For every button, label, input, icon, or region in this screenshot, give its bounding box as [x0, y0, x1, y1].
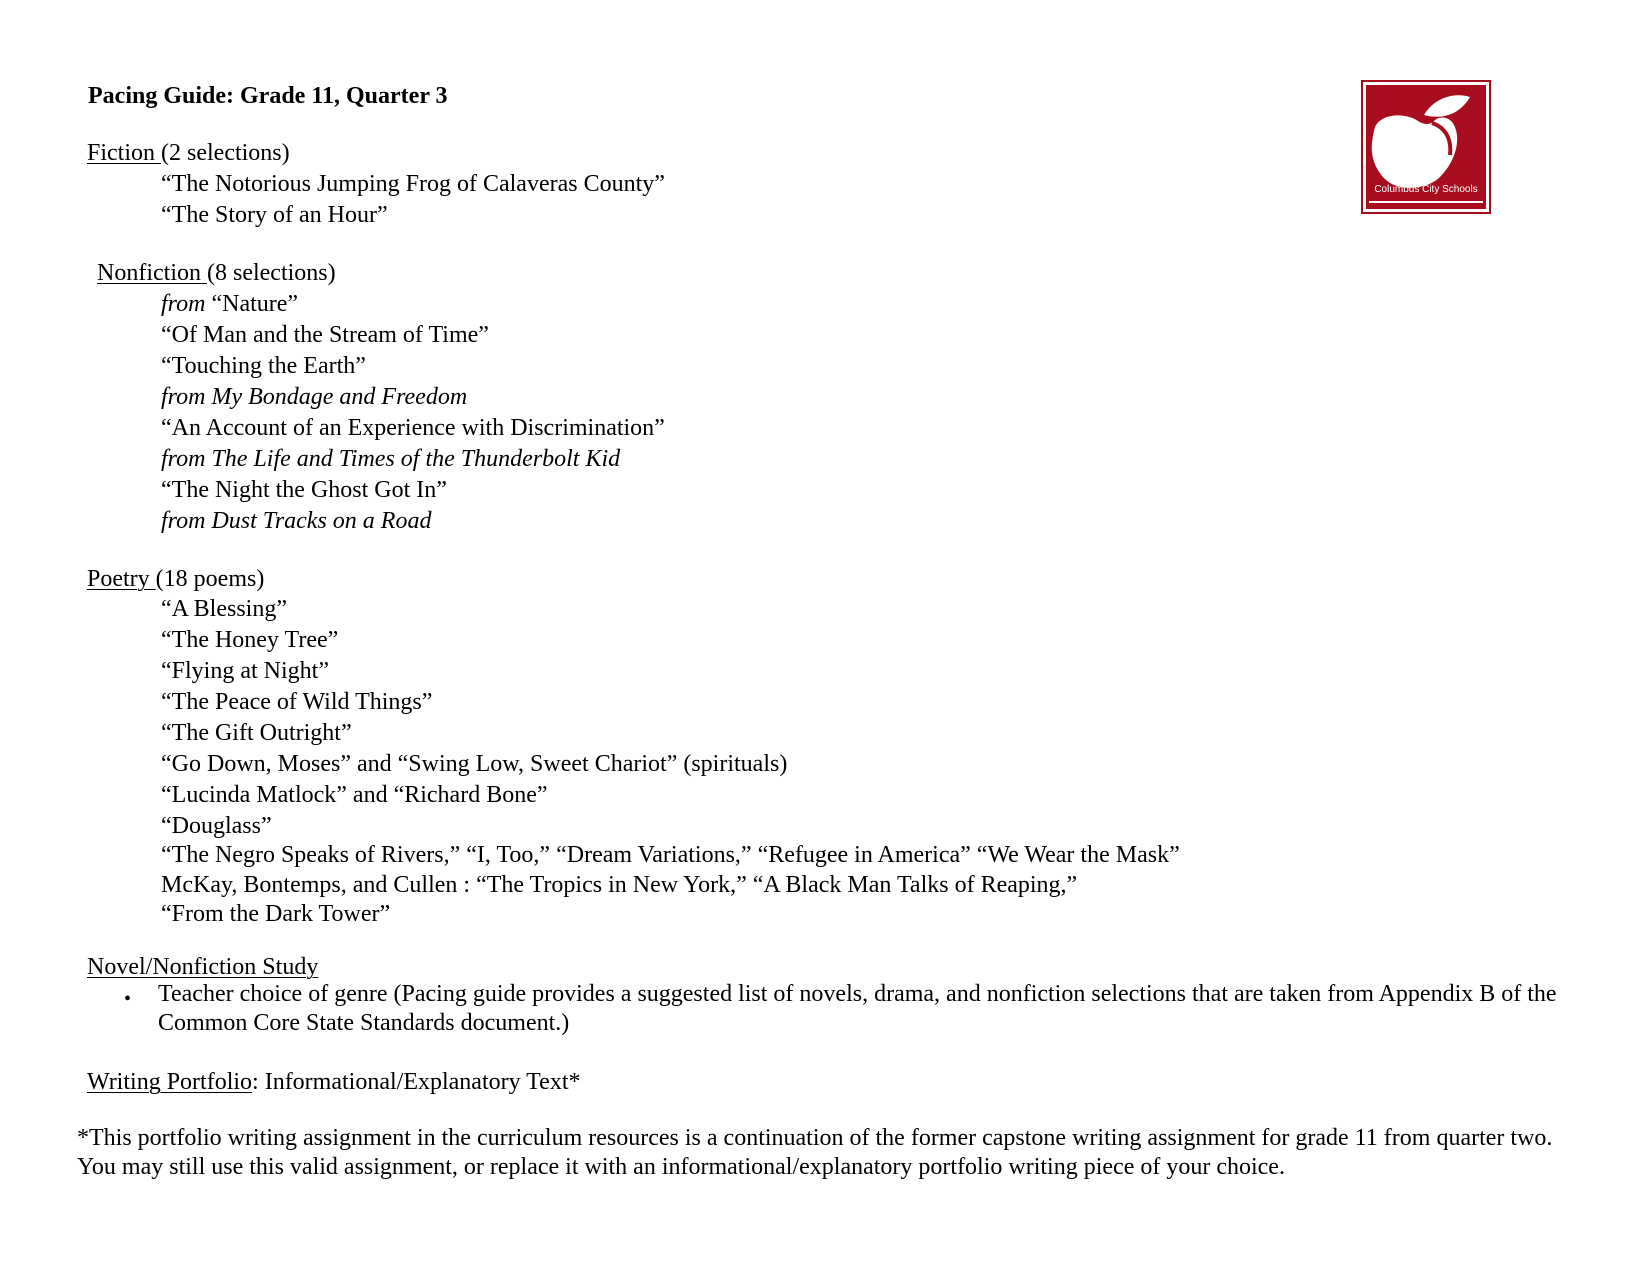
fiction-heading: Fiction	[87, 140, 162, 166]
nonfiction-item: “Of Man and the Stream of Time”	[161, 322, 489, 348]
page-title: Pacing Guide: Grade 11, Quarter 3	[88, 83, 448, 109]
poetry-item: “Flying at Night”	[161, 658, 329, 684]
poetry-item: “A Blessing”	[161, 596, 287, 622]
poetry-item: “Douglass”	[161, 813, 272, 839]
poetry-heading: Poetry	[87, 566, 156, 592]
writing-portfolio-heading: Writing Portfolio	[87, 1069, 253, 1095]
nonfiction-item: “An Account of an Experience with Discrimination”	[161, 415, 665, 441]
nonfiction-section-heading	[97, 261, 336, 285]
logo-underline	[1369, 201, 1483, 203]
nonfiction-item: from “Nature”	[161, 291, 299, 317]
footnote: *This portfolio writing assignment in the curriculum resources is a continuation of the former capstone writing assignment for grade 11 from quarter two. You may still use this valid assignment, or replace it with an informational/explanatory portfolio writing piece of your choice.	[77, 1125, 1553, 1180]
novel-study-heading: Novel/Nonfiction Study	[87, 954, 319, 980]
poetry-item: “From the Dark Tower”	[161, 901, 391, 927]
fiction-count: (2 selections)	[161, 140, 290, 166]
writing-portfolio-line	[87, 1070, 580, 1094]
nonfiction-item: from The Life and Times of the Thunderbolt Kid	[161, 446, 621, 472]
bullet-icon: •	[124, 988, 132, 1010]
poetry-item: “The Peace of Wild Things”	[161, 689, 433, 715]
nonfiction-count: (8 selections)	[206, 260, 336, 286]
nonfiction-item: “The Night the Ghost Got In”	[161, 477, 447, 503]
fiction-section-heading	[87, 141, 290, 165]
poetry-item: “Go Down, Moses” and “Swing Low, Sweet Chariot” (spirituals)	[161, 751, 788, 777]
poetry-item: “The Negro Speaks of Rivers,” “I, Too,” “Dream Variations,” “Refugee in America” “We Wear the Mask”	[161, 842, 1180, 868]
novel-study-bullet-text: Teacher choice of genre (Pacing guide provides a suggested list of novels, drama, and nonfiction selections that are taken from Appendix B of the Common Core State Standards document.)	[158, 981, 1557, 1036]
fiction-item: “The Notorious Jumping Frog of Calaveras County”	[161, 171, 665, 197]
nonfiction-item: “Touching the Earth”	[161, 353, 366, 379]
poetry-item: McKay, Bontemps, and Cullen : “The Tropics in New York,” “A Black Man Talks of Reaping,”	[161, 872, 1078, 898]
poetry-item: “The Honey Tree”	[161, 627, 339, 653]
poetry-item: “Lucinda Matlock” and “Richard Bone”	[161, 782, 548, 808]
columbus-city-schools-logo	[1361, 80, 1491, 214]
poetry-item: “The Gift Outright”	[161, 720, 352, 746]
nonfiction-item: from Dust Tracks on a Road	[161, 508, 432, 534]
fiction-item: “The Story of an Hour”	[161, 202, 388, 228]
writing-portfolio-text: : Informational/Explanatory Text*	[252, 1069, 581, 1095]
poetry-count: (18 poems)	[155, 566, 265, 592]
poetry-section-heading	[87, 567, 264, 591]
nonfiction-item: from My Bondage and Freedom	[161, 384, 468, 410]
logo-text: Columbus City Schools	[1374, 184, 1478, 195]
nonfiction-heading: Nonfiction	[97, 260, 207, 286]
